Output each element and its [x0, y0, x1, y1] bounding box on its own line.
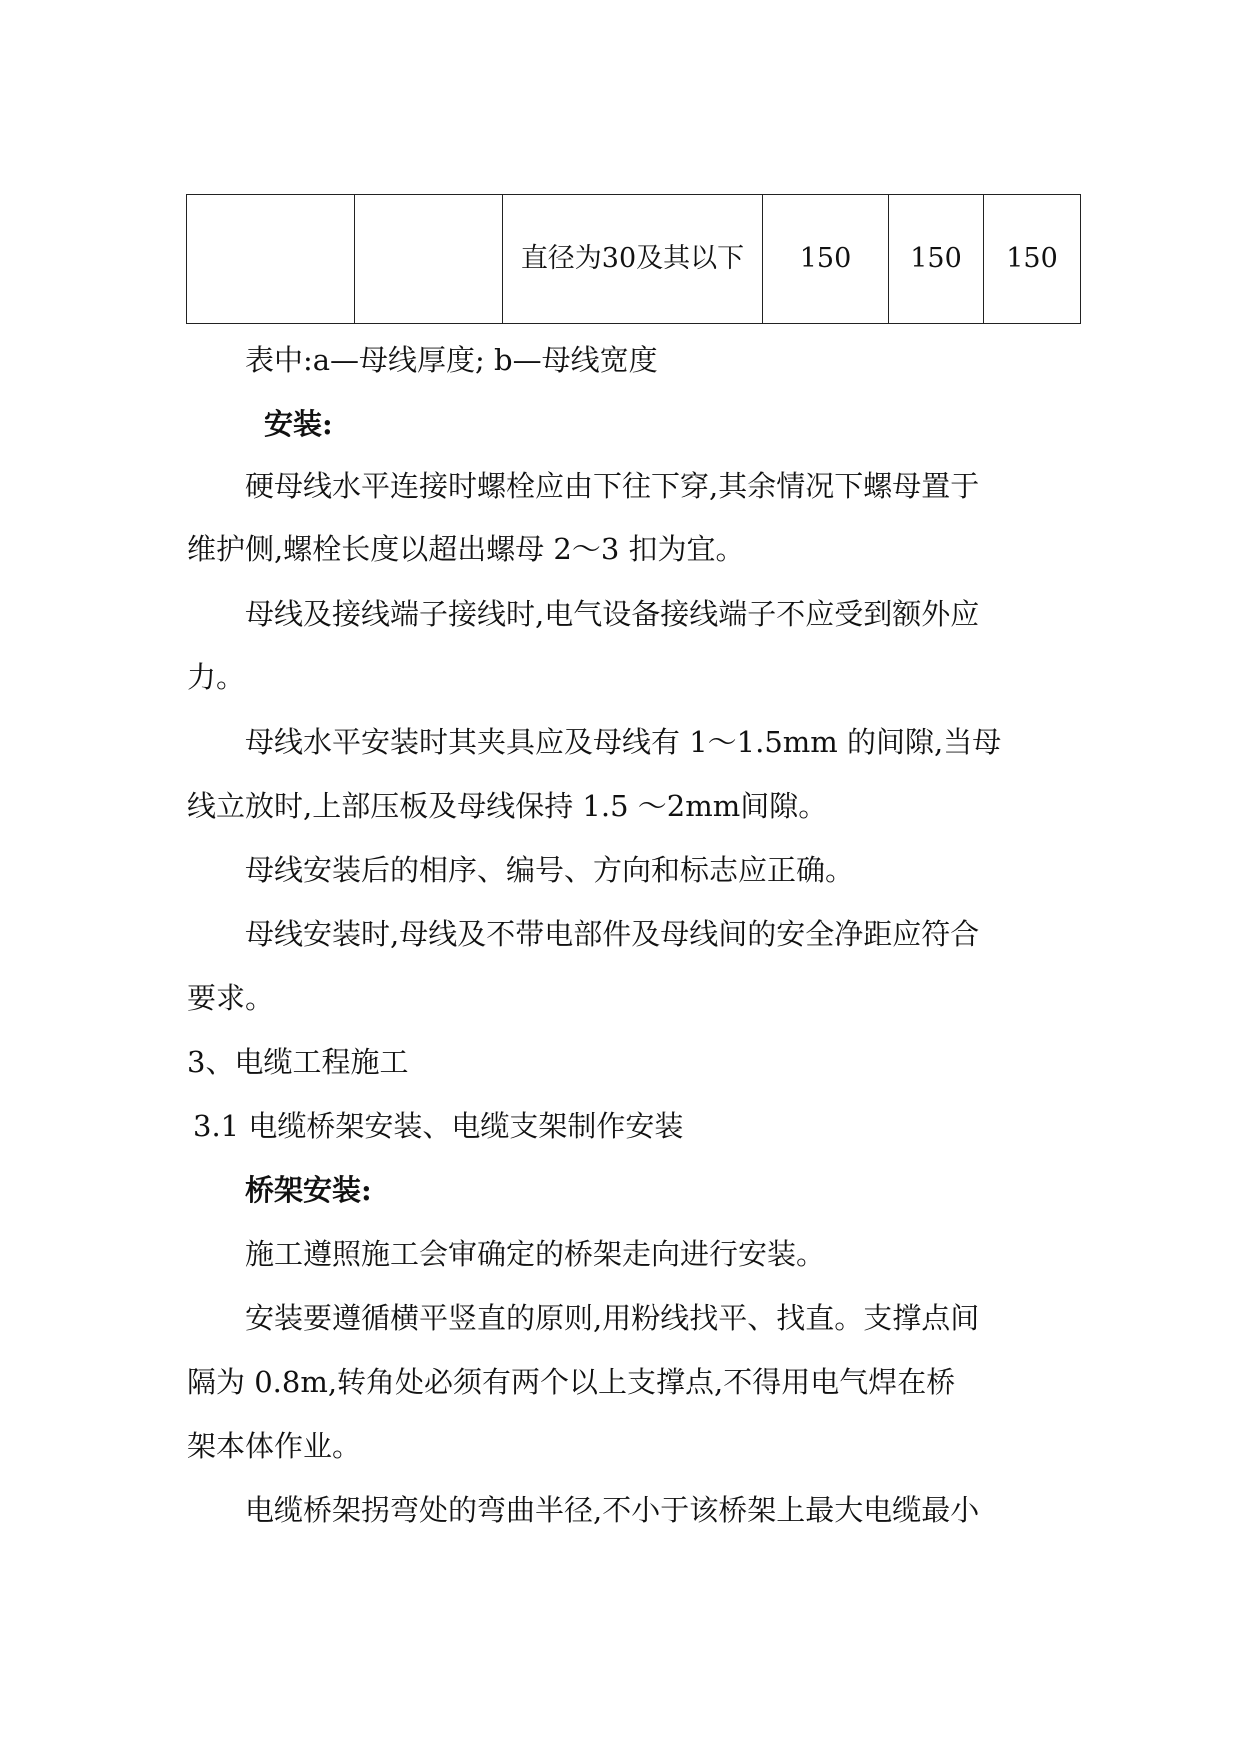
paragraph-line: 母线水平安装时其夹具应及母线有 1～1.5mm 的间隙,当母	[245, 725, 1002, 759]
table-cell: 150	[763, 195, 889, 324]
paragraph-line: 母线安装时,母线及不带电部件及母线间的安全净距应符合	[245, 917, 980, 951]
paragraph-line: 硬母线水平连接时螺栓应由下往下穿,其余情况下螺母置于	[245, 469, 980, 503]
spec-table	[186, 194, 1081, 324]
heading-install: 安装:	[264, 407, 333, 441]
paragraph-line: 母线及接线端子接线时,电气设备接线端子不应受到额外应	[245, 597, 980, 631]
paragraph-line: 安装要遵循横平竖直的原则,用粉线找平、找直。支撑点间	[245, 1301, 980, 1335]
paragraph-line: 施工遵照施工会审确定的桥架走向进行安装。	[245, 1237, 826, 1271]
table-cell: 150	[984, 195, 1081, 324]
table-note: 表中:a—母线厚度; b—母线宽度	[245, 343, 658, 377]
table-cell	[187, 195, 355, 324]
paragraph-line: 维护侧,螺栓长度以超出螺母 2～3 扣为宜。	[187, 532, 745, 566]
paragraph-line: 母线安装后的相序、编号、方向和标志应正确。	[245, 853, 855, 887]
table-cell	[355, 195, 503, 324]
heading-bridge-install: 桥架安装:	[245, 1173, 372, 1207]
paragraph-line: 隔为 0.8m,转角处必须有两个以上支撑点,不得用电气焊在桥	[187, 1365, 956, 1399]
paragraph-line: 电缆桥架拐弯处的弯曲半径,不小于该桥架上最大电缆最小	[245, 1493, 980, 1527]
table-row	[187, 195, 1081, 324]
table-cell: 150	[889, 195, 984, 324]
paragraph-line: 要求。	[187, 981, 275, 1015]
paragraph-line: 线立放时,上部压板及母线保持 1.5 ～2mm间隙。	[187, 789, 828, 823]
table-cell: 直径为30及其以下	[503, 195, 763, 324]
paragraph-line: 架本体作业。	[187, 1429, 362, 1463]
paragraph-line: 力。	[187, 660, 246, 694]
subsection-heading: 3.1 电缆桥架安装、电缆支架制作安装	[193, 1109, 684, 1143]
section-heading: 3、电缆工程施工	[187, 1045, 409, 1079]
